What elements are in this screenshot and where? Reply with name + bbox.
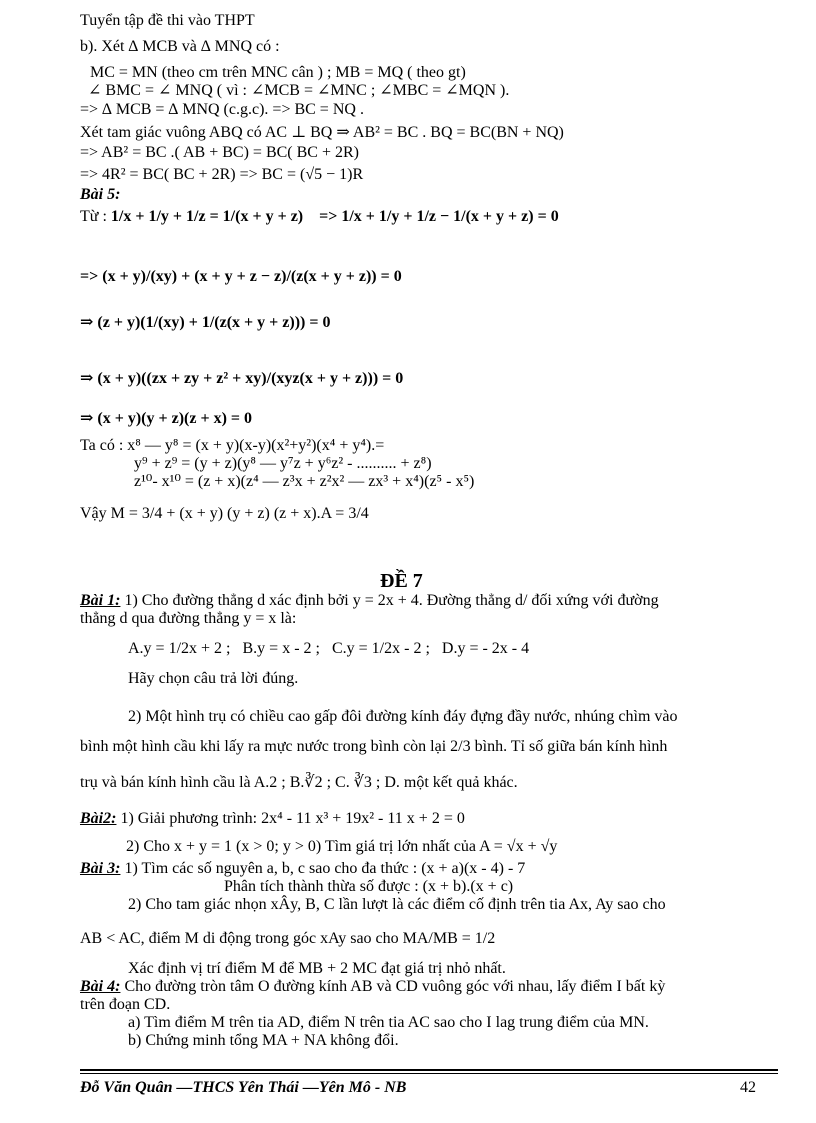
bai1-label: Bài 1: (80, 592, 121, 609)
choose-line: Hãy chọn câu trả lời đúng. (128, 670, 299, 687)
de7-title: ĐỀ 7 (380, 570, 423, 592)
vay-line: Vậy M = 3/4 + (x + y) (y + z) (z + x).A = 3/4 (80, 505, 369, 522)
bai3-line: 2) Cho tam giác nhọn xÂy, B, C lần lượt là các điểm cố định trên tia Ax, Ay sao cho (128, 896, 666, 913)
bai3-q1: 1) Tìm các số nguyên a, b, c sao cho đa thức : (x + a)(x - 4) - 7 (124, 860, 526, 877)
option-c: C.y = 1/2x - 2 ; (331, 640, 430, 657)
part-b-line: => AB² = BC .( AB + BC) = BC( BC + 2R) (80, 144, 359, 161)
eq1-lhs: 1/x + 1/y + 1/z = 1/(x + y + z) (110, 208, 304, 225)
q2-line: trụ và bán kính hình cầu là A.2 ; B.∛2 ; C. ∛3 ; D. một kết quả khác. (80, 774, 518, 791)
part-b-line: MC = MN (theo cm trên MNC cân ) ; MB = MQ ( theo gt) (90, 64, 466, 81)
taco-line: Ta có : x⁸ — y⁸ = (x + y)(x-y)(x²+y²)(x⁴ + y⁴).= (80, 437, 385, 454)
q2-line: bình một hình cầu khi lấy ra mực nước trong bình còn lại 2/3 bình. Tỉ số giữa bán kính hình (80, 738, 668, 755)
option-b: B.y = x - 2 ; (242, 640, 320, 657)
footer-rule (80, 1073, 778, 1074)
bai5-eq4: ⇒ (x + y)((zx + zy + z² + xy)/(xyz(x + y + z))) = 0 (80, 370, 404, 387)
q2-line: 2) Một hình trụ có chiều cao gấp đôi đường kính đáy đựng đầy nước, nhúng chìm vào (128, 708, 678, 725)
bai1-line: thẳng d qua đường thẳng y = x là: (80, 610, 297, 627)
bai2-label: Bài2: (80, 810, 117, 827)
bai1-q1: 1) Cho đường thẳng d xác định bởi y = 2x + 4. Đường thẳng d/ đối xứng với đường (124, 592, 659, 609)
taco-line: y⁹ + z⁹ = (y + z)(y⁸ — y⁷z + y⁶z² - .......... + z⁸) (134, 455, 432, 472)
options-line (128, 640, 529, 658)
bai4-text: Cho đường tròn tâm O đường kính AB và CD vuông góc với nhau, lấy điểm I bất kỳ (124, 978, 666, 995)
bai3-line: Phân tích thành thừa số được : (x + b).(x + c) (224, 878, 514, 895)
part-b-line: ∠ BMC = ∠ MNQ ( vì : ∠MCB = ∠MNC ; ∠MBC = ∠MQN ). (88, 82, 510, 99)
bai4-line: a) Tìm điểm M trên tia AD, điểm N trên tia AC sao cho I lag trung điểm của MN. (128, 1014, 649, 1031)
bai3-line: AB < AC, điểm M di động trong góc xAy sao cho MA/MB = 1/2 (80, 930, 496, 947)
part-b-line: b). Xét ∆ MCB và ∆ MNQ có : (80, 38, 280, 55)
bai5-title: Bài 5: (80, 186, 121, 203)
bai3-label: Bài 3: (80, 860, 121, 877)
footer-rule (80, 1069, 778, 1071)
bai5-eq2: => (x + y)/(xy) + (x + y + z − z)/(z(x + y + z)) = 0 (80, 268, 402, 285)
page-number: 42 (740, 1079, 756, 1096)
option-a: A.y = 1/2x + 2 ; (128, 640, 231, 657)
bai3-line: Xác định vị trí điểm M để MB + 2 MC đạt giá trị nhỏ nhất. (128, 960, 506, 977)
bai5-eq5: ⇒ (x + y)(y + z)(z + x) = 0 (80, 410, 253, 427)
bai3-line (80, 860, 525, 878)
bai2-q1: 1) Giải phương trình: 2x⁴ - 11 x³ + 19x² - 11 x + 2 = 0 (120, 810, 465, 827)
tu-prefix: Từ : (80, 208, 107, 225)
eq1-rhs: => 1/x + 1/y + 1/z − 1/(x + y + z) = 0 (319, 208, 559, 225)
bai5-eq1 (80, 208, 559, 226)
part-b-line: => ∆ MCB = ∆ MNQ (c.g.c). => BC = NQ . (80, 101, 364, 118)
footer-author: Đỗ Văn Quân —THCS Yên Thái —Yên Mô - NB (80, 1079, 407, 1096)
bai4-label: Bài 4: (80, 978, 121, 995)
bai2-line (80, 810, 465, 828)
bai4-line: trên đoạn CD. (80, 996, 171, 1013)
option-d: D.y = - 2x - 4 (441, 640, 530, 657)
taco-line: z¹⁰- x¹⁰ = (z + x)(z⁴ — z³x + z²x² — zx³ + x⁴)(z⁵ - x⁵) (134, 473, 475, 490)
bai4-line (80, 978, 665, 996)
part-b-line: => 4R² = BC( BC + 2R) => BC = (√5 − 1)R (80, 166, 364, 183)
bai4-line: b) Chứng minh tổng MA + NA không đổi. (128, 1032, 399, 1049)
bai5-eq3: ⇒ (z + y)(1/(xy) + 1/(z(x + y + z))) = 0 (80, 314, 331, 331)
bai2-line: 2) Cho x + y = 1 (x > 0; y > 0) Tìm giá trị lớn nhất của A = √x + √y (126, 838, 558, 855)
page-header: Tuyển tập đề thi vào THPT (80, 12, 255, 29)
part-b-line: Xét tam giác vuông ABQ có AC ⊥ BQ ⇒ AB² = BC . BQ = BC(BN + NQ) (80, 124, 564, 141)
bai1-line (80, 592, 659, 610)
